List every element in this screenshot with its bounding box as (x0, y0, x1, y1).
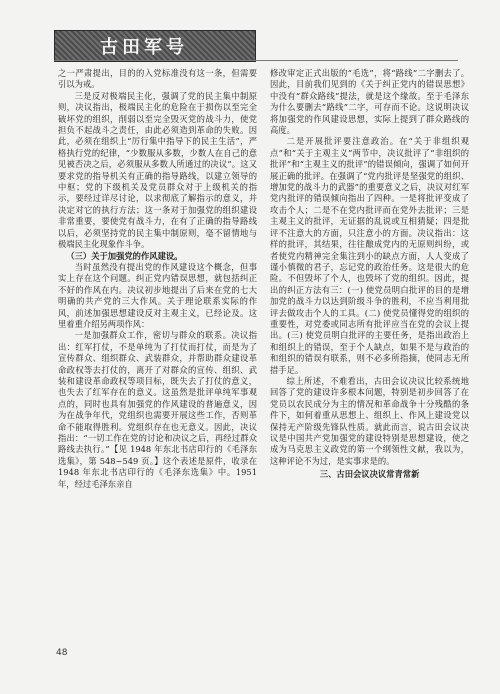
paragraph: 修改审定正式出版的“毛选”，将“路线”二字删去了。因此，目前我们见到的《关于纠正党内的错误思想》中没有“群众路线”提法，就是这个缘故。至于毛泽东为什么要删去“路线”二字，可存而不论。这说明决议将加强党的作风建设思想，实际上提到了群众路线的高度。 (270, 68, 469, 136)
paragraph: 之一严肃提出，目的的入党标准没有这一条，但需要引以为戒。 (58, 68, 257, 90)
paragraph: 当时虽然没有提出党的作风建设这个概念，但事实上存在这个问题。纠正党内错误思想，就包括纠正不好的作风在内。决议初步地提出了后来在党的七大明确的共产党的三大作风。关于理论联系实际的作风，前述加强思想建设反对主观主义，已经论及。这里着重介绍另两项作风： (58, 261, 257, 329)
header-title: 古田军号 (100, 37, 188, 58)
paragraph: 一是加强群众工作，密切与群众的联系。决议指出：红军打仗，不是单纯为了打仗而打仗，而是为了宣传群众、组织群众、武装群众，并帮助群众建设革命政权等去打仗的，离开了对群众的宣传、组织、武装和建设革命政权等项目标，既失去了打仗的意义，也失去了红军存在的意义。这虽然是批评单纯军事观点的，同时也具有加强党的作风建设的普遍意义，因为在战争年代，党组织也需要开展这些工作，否则革命不能取得胜利。党组织存在也无意义。因此，决议指出：“一切工作在党的讨论和决议之后，再经过群众路线去执行。”【见 1948 年东北书店印行的《毛泽东选集》，第 548~549 页。】这个表述是原件，收录在 1948 年东北书店印行的《毛泽东选集》中。1951 年，经过毛泽东亲自 (58, 330, 257, 489)
paragraph: 二是开展批评要注意政治。在“关于非组织观点”和“关于主观主义”两节中，决议批评了“非组织的批评”和“主观主义的批评”的错误倾向，强调了如何开展正确的批评。在强调了“党内批评是坚强党的组织、增加党的战斗力的武器”的重要意义之后，决议对红军党内批评的错误倾向指出了四种。一是将批评变成了攻击个人；二是不在党内批评而在党外去批评；三是主观主义的批评，无证据的乱说或互相猜疑；四是批评不注意大的方面，只注意小的方面。决议指出：这样的批评，其结果，往往酿成党内的无原则纠纷，或者使党内精神完全集注到小的缺点方面，人人变成了谨小慎微的君子，忘记党的政治任务。这是很大的危险。不但毁坏了个人，也毁坏了党的组织。因此，提出的纠正方法有三：(一) 使党员明白批评的目的是增加党的战斗力以达到阶级斗争的胜利，不应当利用批评去做攻击个人的工具。(二) 使党员懂得党的组织的重要性，对党委或同志所有批评应当在党的会议上提出。(三) 使党员明白批评的主要任务，是指出政治上和组织上的错误，至于个人缺点，如果不是与政治的和组织的错误有联系，则不必多所指摘，使同志无所措手足。 (270, 136, 469, 375)
paragraph: 三是反对极端民主化，强调了党的民主集中制原则，决议指出，极端民主化的危险在于损伤以至完全破坏党的组织，削弱以至完全毁灭党的战斗力，使党担负不起战斗之责任，由此必须造到革命的失败。因此，必须在组织上“厉行集中指导下的民主生活”，严格执行党的纪律，“少数服从多数，少数人在自己的意见被否决之后，必须服从多数人所通过的决议”。这又要求党的指导机关有正确的指导路线，以建立领导的中枢；党的下级机关及党员群众对于上级机关的指示，要经过详尽讨论，以求彻底了解指示的意义，并决定对它的执行方法；这一条对于加强党的组织建设非常重要，要使党有战斗力，在有了正确的指导路线以后，必须坚持党的民主集中制原则，毫不留情地与极端民主化现象作斗争。 (58, 90, 257, 250)
paragraph: 综上所述，不难看出，古田会议决议比较系统地回答了党的建设许多根本问题，特别是初步回答了在党员以农民成分为主的情况和革命战争十分残酷的条件下，如何着重从思想上、组织上、作风上建设党以保持无产阶级先锋队性质。就此而言，说古田会议决议是中国共产党加强党的建设特别是思想建设，使之成为马克思主义政党的第一个纲领性文献，我以为，这种评论不为过，是实事求是的。 (270, 375, 469, 466)
page-number: 48 (56, 648, 68, 658)
section-heading: 三、古田会议决议常青常新 (319, 469, 420, 480)
subheading: （三）关于加强党的作风建设。 (66, 250, 183, 261)
header-divider (54, 60, 458, 61)
right-column (270, 68, 469, 638)
left-column (58, 68, 257, 638)
